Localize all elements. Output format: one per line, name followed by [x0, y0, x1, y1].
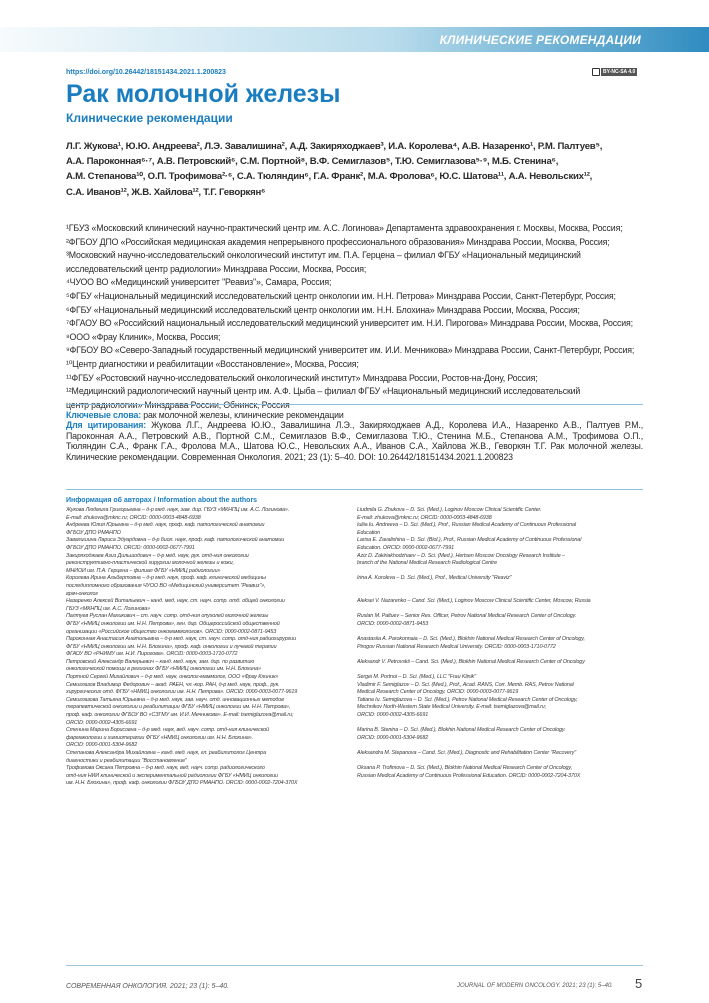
author-info-line: Aleksandr V. Petrovskii – Cand. Sci. (Med.), Blokhin National Medical Research Center of Oncology: [357, 658, 585, 665]
authors-info-en: [357, 507, 645, 788]
author-line: А.М. Степанова¹⁰, О.П. Трофимова²·⁶, С.А. Тюляндин⁶, Г.А. Франк², М.А. Фролова⁶, Ю.С. Шатова¹¹, А.А. Невольских¹²,: [66, 171, 593, 183]
author-info-line: врач-онколог: [66, 590, 98, 597]
author-info-line: Aleksei V. Nazarenko – Cand. Sci. (Med.), Loginov Moscow Clinical Scientific Center, Moscow, Russia: [357, 598, 591, 605]
author-info-line: им. Н.Н. Блохина», проф. каф. онкологии ФГБОУ ДПО РМАНПО. ORCID: 0000-0002-7204-370X: [66, 780, 298, 787]
author-info-entry: [357, 682, 645, 697]
author-info-line: E-mail: zhukova@mknc.ru; ORCID: 0000-0003-4848-6938: [66, 514, 201, 521]
author-info-line: хирургических отд. ФГБУ «НМИЦ онкологии им. Н.Н. Петрова». ORCID: 0000-0003-0077-9619: [66, 689, 298, 696]
author-info-line: Tatiana Iu. Semiglazova – D. Sci. (Med.), Petrov National Medical Research Center of Oncology,: [357, 696, 578, 703]
article-subtitle: Клинические рекомендации: [66, 111, 233, 125]
affiliation-line: ²ФГБОУ ДПО «Российская медицинская академия непрерывного профессионального образования» Минздрава России, Москва, Россия;: [66, 236, 610, 247]
author-info-line: Андреева Юлия Юрьевна – д-р мед. наук, проф. каф. патологической анатомии: [66, 522, 265, 529]
author-info-entry: [66, 613, 354, 636]
keywords-block: [66, 410, 643, 462]
author-info-line: диагностики и реабилитации "Восстановление": [66, 757, 187, 764]
author-info-line: Education: [357, 529, 381, 536]
affiliation-line: центр радиологии» Минздрава России, Обнинск, Россия: [66, 399, 290, 410]
author-info-line: Ruslan M. Paltuev – Senior Res. Officer, Petrov National Medical Research Center of Oncology.: [357, 613, 577, 620]
author-info-line: Liudmila G. Zhukova – D. Sci. (Med.), Loginov Moscow Clinical Scientific Center.: [357, 507, 542, 513]
author-info-entry: [357, 659, 645, 674]
author-info-line: [357, 780, 645, 788]
author-info-line: Medical Research Center of Oncology. ORCID: 0000-0003-0077-9619: [357, 689, 519, 696]
author-info-line: [357, 666, 645, 674]
citation-text: Жукова Л.Г., Андреева Ю.Ю., Завалишина Л.Э., Закиряходжаев А.Д., Королева И.А., Назаренко А.В., Палтуев Р.М., Пароконная А.А., Петровский А.В., Портной С.М., Семиглазов В.Ф., Семиглазова Т.Ю., Стенина М.Б., Степанова А.М., Трофимова О.П., Тюляндин С.А., Франк Г.А., Фролова М.А., Шатова Ю.С., Невольских А.А., Иванов С.А., Хайлова Ж.В., Геворкян Т.Г. Рак молочной железы. Клинические рекомендации. Современная Онкология. 2021; 23 (1): 5–40. DOI: 10.26442/18151434.2021.1.200823: [66, 420, 643, 462]
author-info-line: Anastasiia A. Parokonnaia – D. Sci. (Med.), Blokhin National Medical Research Center of Oncology,: [357, 636, 585, 643]
citation-label: Для цитирования:: [66, 420, 147, 431]
author-info-line: Стенина Марина Борисовна – д-р мед. наук, вед. науч. сотр. отд-ния клинической: [66, 727, 269, 734]
author-info-line: Степанова Александра Михайловна – канд. мед. наук, гл. реабилитолог Центра: [66, 750, 266, 756]
author-info-line: ORCID: 0000-0001-5304-9682: [66, 742, 138, 749]
author-info-entry: [357, 636, 645, 659]
affiliation-line: ⁴ЧУОО ВО «Медицинский университет "Реавиз"», Самара, Россия;: [66, 277, 332, 288]
author-info-line: Education. ORCID: 0000-0002-0677-7991: [357, 544, 454, 551]
affiliation-line: ³Московский научно-исследовательский онкологический институт им. П.А. Герцена – филиал ФГБУ «Национальный медицинский: [66, 250, 581, 261]
author-info-entry: [66, 575, 354, 598]
author-info-line: ORCID: 0000-0001-5304-9682: [357, 734, 429, 741]
author-info-entry: [66, 537, 354, 552]
author-info-entry: [66, 553, 354, 576]
section-title: КЛИНИЧЕСКИЕ РЕКОМЕНДАЦИИ: [439, 33, 641, 47]
author-info-line: Семиглазов Владимир Федорович – акад. РАЕН, чл.-кор. РАН, д-р мед. наук, проф., рук.: [66, 681, 280, 688]
author-info-entry: [357, 575, 645, 598]
author-info-line: [357, 720, 645, 728]
keywords-label: Ключевые слова:: [66, 410, 141, 420]
author-info-line: Семиглазова Татьяна Юрьевна – д-р мед. наук, зав. науч. отд. инновационных методов: [66, 696, 284, 703]
author-info-line: онкологической помощи в регионах ФГБУ «НМИЦ онкологии им. Н.Н. Блохина»: [66, 666, 261, 673]
author-info-line: фармакологии и химиотерапии ФГБУ «НМИЦ онкологии им. Н.Н. Блохина».: [66, 734, 253, 741]
affiliation-line: ⁵ФГБУ «Национальный медицинский исследовательский центр онкологии им. Н.Н. Петрова» Минздрава России, Санкт-Петербург, Россия;: [66, 290, 616, 301]
author-info-entry: [357, 522, 645, 537]
affiliation-list: [66, 222, 646, 412]
author-info-line: Портной Сергей Михайлович – д-р мед. наук, онколог-маммолог, ООО «Фрау Клиник»: [66, 674, 279, 681]
affiliation-line: ¹ГБУЗ «Московский клинический научно-практический центр им. А.С. Логинова» Департамента здравоохранения г. Москвы, Москва, Россия;: [66, 223, 623, 233]
author-info-entry: [66, 659, 354, 674]
author-info-line: Завалишина Лариса Эдуардовна – д-р биол. наук, проф. каф. патологической анатомии: [66, 537, 285, 544]
author-info-line: Назаренко Алексей Витальевич – канд. мед. наук, ст. науч. сотр. отд. общей онкологии: [66, 598, 285, 605]
author-info-line: Mechnikov North-Western State Medical University. E-mail: tsemiglazova@mail.ru;: [357, 704, 547, 711]
author-line: Л.Г. Жукова¹, Ю.Ю. Андреева², Л.Э. Завалишина², А.Д. Закиряходжаев³, И.А. Королева⁴, А.В. Назаренко¹, Р.М. Палтуев⁵,: [66, 141, 603, 152]
affiliation-line: исследовательский центр радиологии» Минздрава России, Москва, Россия;: [66, 263, 367, 274]
author-info-line: проф. каф. онкологии ФГБОУ ВО «СЗГМУ им. И.И. Мечникова». E-mail: tsemiglazova@mail.ru;: [66, 712, 294, 719]
author-info-line: Палтуев Руслан Маликович – ст. науч. сотр. отд-ния опухолей молочной железы: [66, 613, 269, 620]
affiliation-line: ¹²Медицинский радиологический научный центр им. А.Ф. Цыба – филиал ФГБУ «Национальный медицинский исследовательский: [66, 386, 581, 397]
author-info-line: [357, 629, 645, 637]
header-band: [0, 27, 709, 52]
author-info-entry: [357, 613, 645, 636]
divider: [66, 489, 643, 490]
affiliation-line: ⁶ФГБУ «Национальный медицинский исследовательский центр онкологии им. Н.Н. Блохина» Минздрава России, Москва, Россия;: [66, 304, 580, 315]
affiliation-line: ¹¹ФГБУ «Ростовский научно-исследовательский онкологический институт» Минздрава России, Ростов-на-Дону, Россия;: [66, 372, 538, 383]
cc-icon: [592, 68, 600, 76]
footer-journal-en: JOURNAL OF MODERN ONCOLOGY. 2021; 23 (1): 5–40.: [457, 983, 613, 989]
author-info-line: Sergei M. Portnoi – D. Sci. (Med.), LLC "Frau Klinik": [357, 674, 476, 681]
author-info-entry: [357, 537, 645, 552]
author-info-line: E-mail: zhukova@mknc.ru; ORCID: 0000-0003-4848-6938: [357, 514, 492, 521]
footer-divider: [66, 965, 643, 966]
divider: [66, 404, 643, 405]
author-info-line: ФГБОУ ДПО РМАНПО. ORCID: 0000-0002-0677-7991: [66, 544, 195, 551]
license-badge: [592, 68, 642, 76]
author-info-line: Пароконная Анастасия Анатольевна – д-р мед. наук, ст. науч. сотр. отд-ния радиохирургии: [66, 636, 296, 643]
author-info-line: Russian Medical Academy of Continuous Professional Education. ORCID: 0000-0002-7204-370X: [357, 772, 581, 779]
author-info-line: ФГАОУ ВО «РНИМУ им. Н.И. Пирогова». ORCID: 0000-0003-1710-0772: [66, 651, 238, 658]
author-info-line: [357, 742, 645, 750]
author-info-line: ORCID: 0000-0002-4305-6691: [66, 719, 138, 726]
author-info-entry: [357, 765, 645, 788]
author-info-line: Жукова Людмила Григорьевна – д-р мед. наук, зам. дир. ГБУЗ «МКНПЦ им. А.С. Логинова».: [66, 507, 290, 513]
affiliation-line: ⁹ФГБОУ ВО «Северо-Западный государственный медицинский университет им. И.И. Мечникова» Минздрава России, Санкт-Петербург, Россия;: [66, 345, 635, 356]
author-info-line: ORCID: 0000-0002-0871-9453: [357, 620, 429, 627]
author-info-entry: [66, 522, 354, 537]
author-info-entry: [357, 727, 645, 750]
author-info-line: [357, 758, 645, 766]
author-info-line: Marina B. Stenina – D. Sci. (Med.), Blokhin National Medical Research Center of Oncology.: [357, 727, 566, 734]
author-info-line: ФГБОУ ДПО РМАНПО: [66, 529, 121, 536]
footer-journal-ru: СОВРЕМЕННАЯ ОНКОЛОГИЯ. 2021; 23 (1): 5–40.: [66, 983, 230, 990]
author-info-line: [357, 651, 645, 659]
author-info-line: branch of the National Medical Research Radiological Centre: [357, 560, 498, 567]
author-info-line: Oksana P. Trofimova – D. Sci. (Med.), Blokhin National Medical Research Center of Oncology,: [357, 765, 573, 772]
author-info-entry: [66, 697, 354, 727]
doi-link[interactable]: https://doi.org/10.26442/18151434.2021.1.200823: [66, 69, 226, 76]
author-info-entry: [66, 674, 354, 682]
author-info-line: Закиряходжаев Азиз Дильшодович – д-р мед. наук, рук. отд-ния онкологии: [66, 552, 249, 559]
author-info-line: ФГБУ «НМИЦ онкологии им. Н.Н. Блохина», проф. каф. онкологии и лучевой терапии: [66, 643, 277, 650]
author-info-line: МНИОИ им. П.А. Герцена – филиал ФГБУ «НМИЦ радиологии»: [66, 567, 221, 574]
author-info-line: Iuliia Iu. Andreeva – D. Sci. (Med.), Prof., Russian Medical Academy of Continuous Professional: [357, 522, 577, 529]
author-info-entry: [357, 697, 645, 727]
author-line: С.А. Иванов¹², Ж.В. Хайлова¹², Т.Г. Геворкян⁶: [66, 186, 266, 198]
author-info-entry: [357, 598, 645, 613]
author-info-line: Aziz D. Zakiriakhodzhaev – D. Sci. (Med.), Hertsen Moscow Oncology Research Institute –: [357, 552, 565, 559]
author-info-entry: [66, 636, 354, 659]
author-info-line: отд-ния НИИ клинической и экспериментальной радиологии ФГБУ «НМИЦ онкологии: [66, 772, 278, 779]
author-info-entry: [66, 682, 354, 697]
article-title: Рак молочной железы: [66, 80, 341, 108]
affiliation-line: ⁷ФГАОУ ВО «Российский национальный исследовательский медицинский университет им. Н.И. Пирогова» Минздрава России, Москва, Россия;: [66, 318, 633, 329]
author-info-line: ГБУЗ «МКНПЦ им. А.С. Логинова»: [66, 605, 151, 612]
author-info-entry: [66, 727, 354, 750]
authors-info-ru: [66, 507, 354, 788]
author-info-entry: [357, 674, 645, 682]
author-info-line: [357, 591, 645, 599]
author-info-entry: [66, 750, 354, 765]
author-info-line: организации «Российское общество онкомаммологов». ORCID: 0000-0002-0871-9453: [66, 628, 277, 635]
author-info-line: Vladimir F. Semiglazov – D. Sci. (Med.), Prof., Acad. RANS, Corr. Memb. RAS, Petrov National: [357, 681, 574, 688]
author-info-line: Larisa E. Zavalishina – D. Sci. (Biol.), Prof., Russian Medical Academy of Continuous Professional: [357, 537, 582, 544]
author-list: [66, 139, 646, 200]
author-info-line: Aleksandra M. Stepanova – Cand. Sci. (Med.), Diagnostic and Rehabilitation Center "Recovery": [357, 750, 577, 756]
author-info-line: Pirogov Russian National Research Medical University. ORCID: 0000-0003-1710-0772: [357, 643, 556, 650]
affiliation-line: ¹⁰Центр диагностики и реабилитации «Восстановление», Москва, Россия;: [66, 358, 359, 369]
author-info-line: [357, 583, 645, 591]
author-info-line: ФГБУ «НМИЦ онкологии им. Н.Н. Петрова», ген. дир. Общероссийской общественной: [66, 620, 280, 627]
author-info-entry: [357, 750, 645, 765]
author-info-entry: [66, 765, 354, 788]
author-info-entry: [357, 553, 645, 576]
page-number: 5: [635, 976, 643, 991]
author-info-line: Королева Ирина Альбертовна – д-р мед. наук, проф. каф. клинической медицины: [66, 575, 266, 582]
author-info-line: [357, 606, 645, 614]
author-info-entry: [66, 507, 354, 522]
affiliation-line: ⁸ООО «Фрау Клиник», Москва, Россия;: [66, 331, 221, 342]
author-info-entry: [66, 598, 354, 613]
author-info-line: Irina A. Koroleva – D. Sci. (Med.), Prof., Medical University "Reaviz": [357, 575, 512, 582]
author-info-entry: [357, 507, 645, 522]
author-info-line: ORCID: 0000-0002-4305-6691: [357, 712, 429, 719]
authors-info-title: Информация об авторах / Information about the authors: [66, 497, 258, 504]
author-line: А.А. Пароконная⁶·⁷, А.В. Петровский⁶, С.М. Портной⁸, В.Ф. Семиглазов⁵, Т.Ю. Семиглазова⁵·⁹, М.Б. Стенина⁶,: [66, 156, 559, 168]
license-label: BY-NC-SA 4.0: [603, 69, 636, 75]
author-info-line: последипломного образования ЧУОО ВО «Медицинский университет "Реавиз"»,: [66, 582, 266, 589]
author-info-line: Трофимова Оксана Петровна – д-р мед. наук, вед. науч. сотр. радиологического: [66, 765, 265, 772]
author-info-line: [357, 568, 645, 576]
author-info-line: реконструктивно-пластической хирургии молочной железы и кожи,: [66, 560, 234, 567]
author-info-line: Петровский Александр Валерьевич – канд. мед. наук, зам. дир. по развитию: [66, 658, 255, 665]
keywords-text: рак молочной железы, клинические рекомендации: [143, 410, 344, 420]
author-info-line: терапевтической онкологии и реабилитации ФГБУ «НМИЦ онкологии им. Н.Н. Петрова»,: [66, 704, 291, 711]
